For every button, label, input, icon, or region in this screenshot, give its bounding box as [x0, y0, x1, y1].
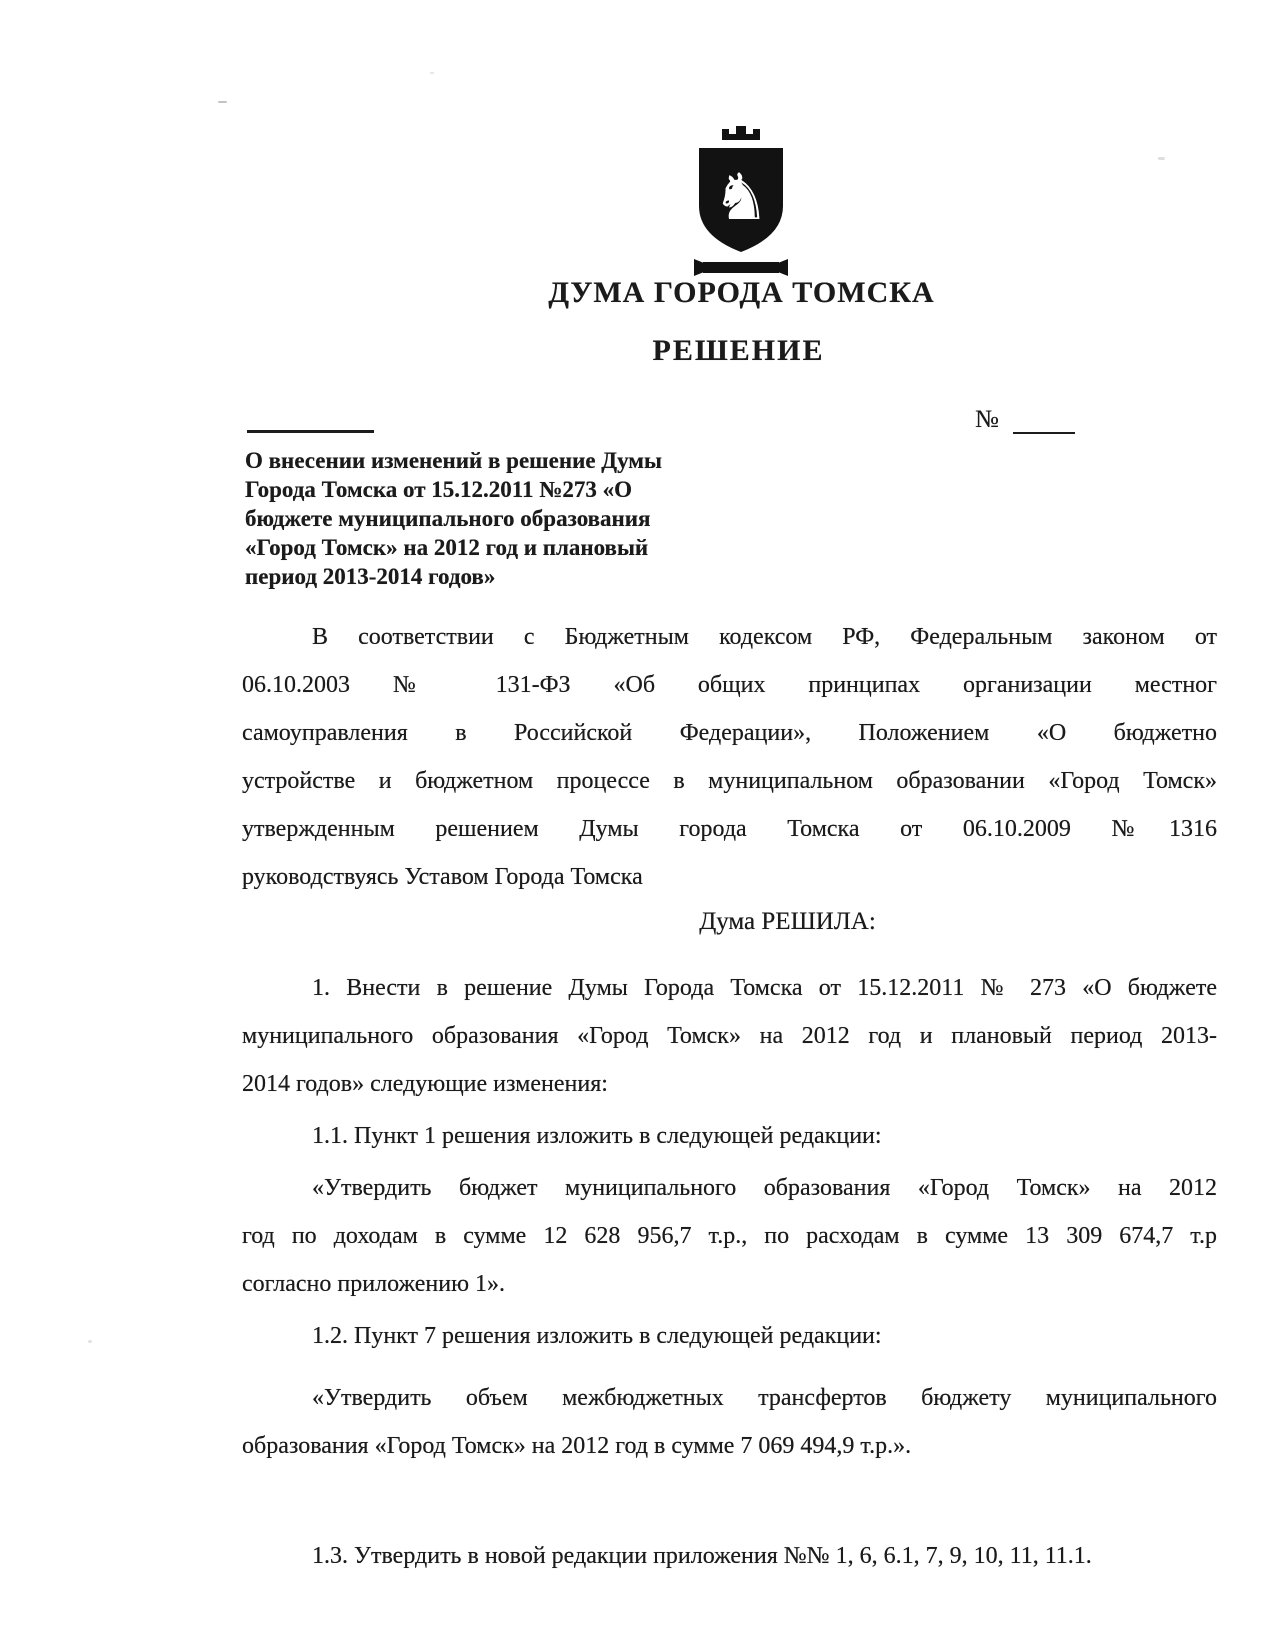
- item-1-3-line: 1.3. Утвердить в новой редакции приложения №№ 1, 6, 6.1, 7, 9, 10, 11, 11.1.: [312, 1543, 1092, 1569]
- quote-1-paragraph: «Утвердить бюджет муниципального образования «Город Томск» на 2012 год по доходам в сумме 12 628 956,7 т.р., по расходам в сумме 13 309 674,7 т.р согласно приложению 1».: [242, 1175, 1217, 1297]
- crown-shape: [722, 126, 760, 140]
- quote-2-paragraph: «Утвердить объем межбюджетных трансфертов бюджету муниципального образования «Город Томск» на 2012 год в сумме 7 069 494,9 т.р.».: [242, 1385, 1217, 1459]
- date-placeholder-line: [247, 430, 374, 433]
- ribbon-right-tail: [778, 259, 788, 276]
- document-content: [242, 0, 1217, 1650]
- item-1-2-line: 1.2. Пункт 7 решения изложить в следующей редакции:: [312, 1323, 882, 1349]
- resolution-heading: Дума РЕШИЛА:: [699, 908, 876, 935]
- number-placeholder-line: [1013, 408, 1075, 434]
- tomsk-coat-of-arms-icon: [689, 118, 793, 278]
- scan-artifact: [88, 1340, 92, 1343]
- ribbon-shape: [703, 262, 779, 273]
- number-label: №: [975, 406, 999, 433]
- document-type-title: РЕШЕНИЕ: [652, 334, 825, 367]
- document-subject: О внесении изменений в решение Думы Города Томска от 15.12.2011 №273 «О бюджете муниципального образования «Город Томск» на 2012 год и плановый период 2013-2014 годов»: [245, 448, 662, 589]
- scan-artifact: [218, 101, 227, 103]
- item-1-1-line: 1.1. Пункт 1 решения изложить в следующей редакции:: [312, 1123, 882, 1149]
- organization-name: ДУМА ГОРОДА ТОМСКА: [548, 276, 935, 309]
- ribbon-left-tail: [694, 259, 704, 276]
- preamble-paragraph: В соответствии с Бюджетным кодексом РФ, Федеральным законом от 06.10.2003 № 131-ФЗ «Об общих принципах организации местног самоуправления в Российской Федерации», Положением «О бюджетно устройстве и бюджетном процессе в муниципальном образовании «Город Томск» утвержденным решением Думы города Томска от 06.10.2009 №1316 руководствуясь Уставом Города Томска: [242, 624, 1217, 890]
- document-number: [975, 406, 1075, 434]
- horse-icon: ♞: [712, 161, 770, 235]
- item-1-paragraph: 1. Внести в решение Думы Города Томска от 15.12.2011 № 273 «О бюджете муниципального образования «Город Томск» на 2012 год и плановый период 2013- 2014 годов» следующие изменения:: [242, 975, 1217, 1097]
